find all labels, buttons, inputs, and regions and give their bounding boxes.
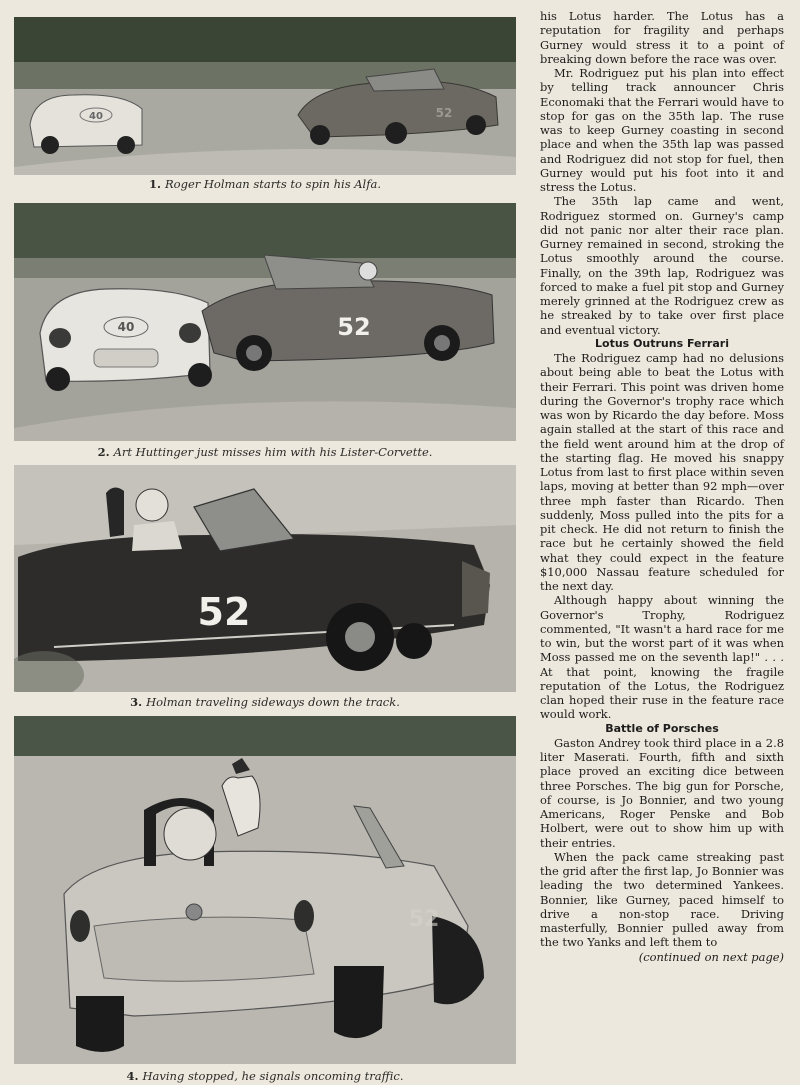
car-number-alfa-3: 52	[197, 590, 251, 634]
caption-1	[14, 177, 516, 191]
article-paragraph: When the pack came streaking past the grid after the first lap, Jo Bonnier was leading the two determined Yankees. Bonnier, like Gurney, paced himself to drive a non-stop race. Driving masterfully, Bonnier pulled away from the two Yanks and left them to	[540, 849, 784, 950]
caption-3	[14, 695, 516, 709]
photo-3-sideways	[14, 465, 516, 692]
car-number-alfa-4: 52	[408, 907, 440, 932]
photo-1-alfa-spin	[14, 17, 516, 175]
car-number-lister-1: 40	[89, 111, 103, 122]
section-heading-lotus-outruns-ferrari: Lotus Outruns Ferrari	[595, 336, 729, 350]
article-paragraph: The 35th lap came and went, Rodriguez stormed on. Gurney's camp did not panic nor alter their race plan. Gurney remained in second, stroking the Lotus smoothly around the course. Finally, on the 39th lap, Rodriguez was forced to make a fuel pit stop and Gurney merely grinned at the Rodriguez crew as he streaked by to take over first place and eventual victory.	[540, 194, 784, 337]
caption-2	[14, 445, 516, 459]
caption-number: 4.	[126, 1069, 139, 1083]
car-number-lister-2: 40	[117, 320, 135, 334]
car-number-alfa-1: 52	[435, 106, 453, 120]
caption-text: Roger Holman starts to spin his Alfa.	[165, 177, 382, 191]
caption-text: Holman traveling sideways down the track.	[146, 695, 400, 709]
article-paragraph: Gaston Andrey took third place in a 2.8 liter Maserati. Fourth, fifth and sixth place proved an exciting dice between three Porsches. The big gun for Porsche, of course, is Jo Bonnier, and two young Americans, Roger Penske and Bob Holbert, were out to show him up with their entries.	[540, 735, 784, 850]
continued-note: (continued on next page)	[638, 949, 784, 964]
article-paragraph: Mr. Rodriguez put his plan into effect by telling track announcer Chris Economaki that the Ferrari would have to stop for gas on the 35th lap. The ruse was to keep Gurney coasting in second place and when the 35th lap was passed and Rodriguez did not stop for fuel, then Gurney would put his foot into it and stress the Lotus.	[540, 66, 784, 194]
photo-2-near-miss	[14, 203, 516, 441]
photo-4-signals-traffic	[14, 716, 516, 1064]
article-column	[540, 9, 784, 964]
article-paragraph: The Rodriguez camp had no delusions about being able to beat the Lotus with their Ferrari. This point was driven home during the Governor's trophy race which was won by Ricardo the day before. Moss again stalled at the start of this race and the field went around him at the drop of the starting flag. He moved his snappy Lotus from last to first place within seven laps, moving at better than 92 mph—over three mph faster than Ricardo. Then suddenly, Moss pulled into the pits for a pit check. He did not return to finish the race but he certainly showed the field what they could expect in the feature $10,000 Nassau feature scheduled for the next day.	[540, 351, 784, 593]
caption-number: 3.	[130, 695, 143, 709]
caption-text: Art Huttinger just misses him with his Lister-Corvette.	[113, 445, 433, 459]
caption-number: 2.	[97, 445, 110, 459]
caption-number: 1.	[148, 177, 161, 191]
article-paragraph: Although happy about winning the Governor's Trophy, Rodriguez commented, "It wasn't a hard race for me to win, but the worst part of it was when Moss passed me on the seventh lap!" . . . At that point, knowing the fragile reputation of the Lotus, the Rodriguez clan hoped their ruse in the feature race would work.	[540, 593, 784, 722]
caption-4	[14, 1069, 516, 1083]
caption-text: Having stopped, he signals oncoming traffic.	[142, 1069, 404, 1083]
article-paragraph: his Lotus harder. The Lotus has a reputation for fragility and perhaps Gurney would stress it to a point of breaking down before the race was over.	[540, 9, 784, 66]
section-heading-battle-of-porsches: Battle of Porsches	[605, 721, 719, 735]
car-number-alfa-2: 52	[337, 313, 371, 341]
